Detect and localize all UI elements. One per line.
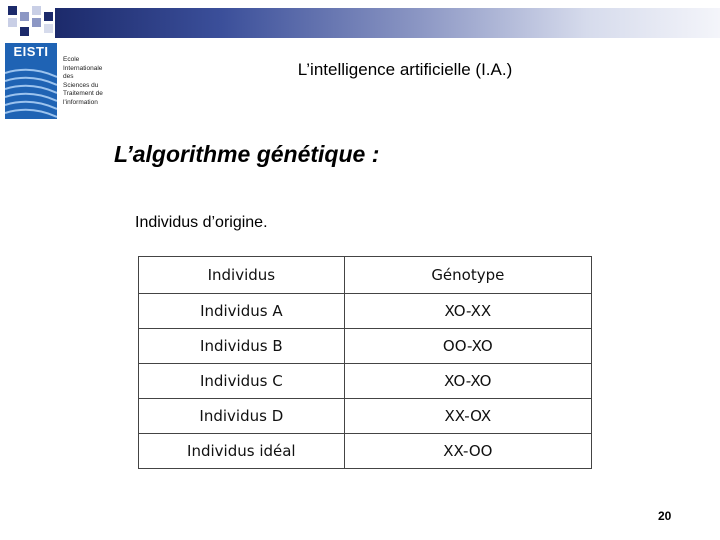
table-row	[139, 294, 592, 329]
table-row	[139, 329, 592, 364]
logo-text: EISTI	[13, 44, 49, 59]
school-line: des	[63, 73, 74, 81]
decor-square	[32, 6, 41, 15]
school-line: Traitement de	[63, 90, 103, 98]
decor-square	[44, 24, 53, 33]
school-line: l'information	[63, 98, 98, 106]
table-row	[139, 364, 592, 399]
table-row	[139, 434, 592, 469]
cell-individual: Individus A	[139, 294, 345, 329]
column-header-individus: Individus	[139, 257, 345, 294]
cell-individual: Individus idéal	[139, 434, 345, 469]
cell-individual: Individus B	[139, 329, 345, 364]
cell-genotype: OO-XO	[344, 329, 591, 364]
school-name	[63, 56, 133, 108]
cell-individual: Individus D	[139, 399, 345, 434]
decor-square	[32, 18, 41, 27]
cell-individual: Individus C	[139, 364, 345, 399]
genotype-table	[138, 256, 592, 469]
decor-square	[20, 27, 29, 36]
table-header-row	[139, 257, 592, 294]
school-line: Ecole	[63, 56, 80, 63]
decor-square	[20, 12, 29, 21]
cell-genotype: XX-OX	[344, 399, 591, 434]
school-line: Sciences du	[63, 81, 99, 89]
slide-title: L’algorithme génétique :	[114, 141, 380, 167]
header-gradient-band	[55, 8, 720, 38]
page-number: 20	[658, 509, 672, 523]
decor-square	[44, 12, 53, 21]
decor-square	[8, 18, 17, 27]
cell-genotype: XX-OO	[344, 434, 591, 469]
logo-wave-graphic	[5, 63, 57, 119]
school-line: Internationale	[63, 64, 103, 72]
eisti-logo	[5, 43, 57, 119]
column-header-genotype: Génotype	[344, 257, 591, 294]
decor-square	[8, 6, 17, 15]
cell-genotype: XO-XX	[344, 294, 591, 329]
cell-genotype: XO-XO	[344, 364, 591, 399]
table-row	[139, 399, 592, 434]
slide-subtitle: Individus d’origine.	[135, 214, 268, 231]
course-title: L’intelligence artificielle (I.A.)	[297, 60, 513, 79]
decorative-squares	[0, 0, 60, 40]
